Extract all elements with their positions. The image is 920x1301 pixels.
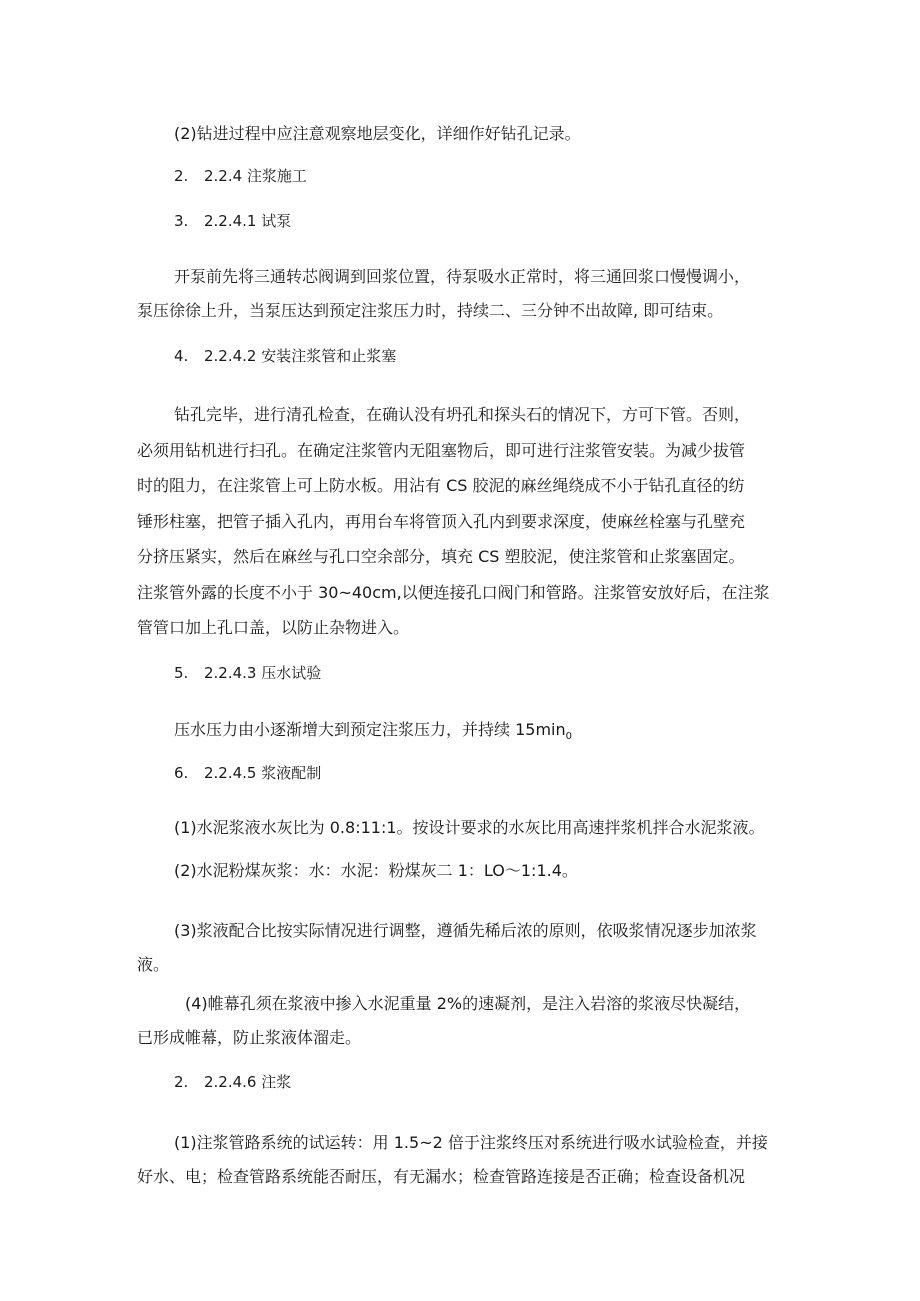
section-heading-2-2-4-1 [174, 210, 291, 232]
section-title: 2.2.4.1 试泵 [204, 212, 292, 230]
paragraph-line: 锤形柱塞，把管子插入孔内，再用台车将管顶入孔内到要求深度，使麻丝栓塞与孔壁充 [137, 511, 746, 531]
section-heading-2-2-4-3 [174, 662, 321, 684]
paragraph-line: 注浆管外露的长度不小于 30~40cm,以便连接孔口阀门和管路。注浆管安放好后，在注浆 [137, 582, 770, 602]
item-cement-ratio: (1)水泥浆液水灰比为 0.8:11:1。按设计要求的水灰比用高速拌浆机拌合水泥浆液。 [174, 818, 765, 837]
section-title: 2.2.4 注浆施工 [204, 167, 307, 185]
paragraph-water-test [174, 719, 572, 748]
section-heading-2-2-4-6 [174, 1071, 291, 1093]
item-fly-ash: (2)水泥粉煤灰浆：水：水泥：粉煤灰二 1：LO～1:1.4。 [174, 861, 578, 880]
paragraph-line: 钻孔完毕，进行清孔检查，在确认没有坍孔和探头石的情况下，方可下管。否则， [174, 405, 751, 424]
section-title: 2.2.4.5 浆液配制 [204, 764, 322, 782]
paragraph-install-pipe [137, 397, 797, 646]
section-heading-2-2-4-5 [174, 762, 321, 784]
item-accelerator [137, 987, 797, 1055]
item-trial-run [137, 1126, 797, 1194]
paragraph-line: (3)浆液配合比按实际情况进行调整，遵循先稀后浓的原则，依吸浆情况逐步加浓浆 [174, 921, 757, 940]
section-number: 6. [174, 764, 189, 782]
paragraph-line: (1)注浆管路系统的试运转：用 1.5~2 倍于注浆终压对系统进行吸水试验检查，并接 [174, 1133, 768, 1152]
item-adjust [137, 914, 797, 982]
section-heading-2-2-4 [174, 165, 307, 187]
paragraph-line: 液。 [137, 955, 170, 974]
paragraph-trial-pump [137, 260, 797, 328]
paragraph-line: 泵压徐徐上升，当泵压达到预定注浆压力时，持续二、三分钟不出故障, 即可结束。 [137, 301, 724, 320]
water-test-text: 压水压力由小逐渐增大到预定注浆压力，并持续 15min [174, 720, 566, 739]
section-title: 2.2.4.6 注浆 [204, 1073, 292, 1091]
paragraph-line: 开泵前先将三通转芯阀调到回浆位置，待泵吸水正常时，将三通回浆口慢慢调小， [174, 267, 751, 286]
paragraph-line: 时的阻力，在注浆管上可上防水板。用沾有 CS 胶泥的麻丝绳绕成不小于钻孔直径的纺 [137, 476, 745, 495]
section-heading-2-2-4-2 [174, 345, 396, 367]
paragraph-line: 已形成帷幕，防止浆液体溜走。 [137, 1028, 362, 1047]
paragraph-line: 管管口加上孔口盖，以防止杂物进入。 [137, 618, 410, 637]
paragraph-line: 必须用钻机进行扫孔。在确定注浆管内无阻塞物后，即可进行注浆管安装。为减少拔管 [137, 440, 746, 460]
section-number: 5. [174, 664, 189, 682]
paragraph-line: 好水、电；检查管路系统能否耐压，有无漏水；检查管路连接是否正确；检查设备机况 [137, 1167, 746, 1186]
paragraph-line: (4)帷幕孔须在浆液中掺入水泥重量 2%的速凝剂，是注入岩溶的浆液尽快凝结， [185, 994, 751, 1013]
section-title: 2.2.4.3 压水试验 [204, 664, 322, 682]
water-test-subscript: 0 [565, 731, 572, 743]
section-number: 2. [174, 167, 189, 185]
section-title: 2.2.4.2 安装注浆管和止浆塞 [204, 347, 397, 365]
item-drilling-observation: (2)钻进过程中应注意观察地层变化，详细作好钻孔记录。 [174, 124, 581, 143]
section-number: 4. [174, 347, 189, 365]
section-number: 2. [174, 1073, 189, 1091]
paragraph-line: 分挤压紧实，然后在麻丝与孔口空余部分，填充 CS 塑胶泥，使注浆管和止浆塞固定。 [137, 547, 745, 566]
section-number: 3. [174, 212, 189, 230]
